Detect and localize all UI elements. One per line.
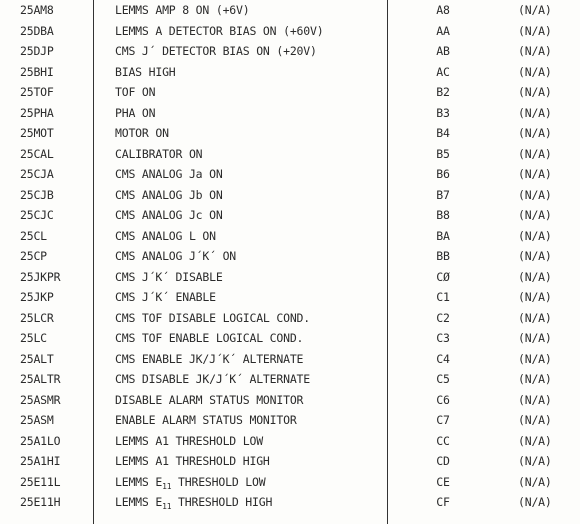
command-code: C6 bbox=[436, 392, 450, 407]
command-mnemonic: 25PHA bbox=[20, 105, 54, 120]
command-mnemonic: 25A1HI bbox=[20, 454, 61, 468]
command-code: AA bbox=[436, 23, 450, 38]
command-mnemonic: 25MOT bbox=[20, 126, 54, 140]
table-row bbox=[0, 492, 580, 512]
command-description: CMS ANALOG J´K´ ON bbox=[115, 249, 237, 263]
command-description: CMS ENABLE JK/J´K´ ALTERNATE bbox=[115, 351, 304, 366]
command-value: (N/A) bbox=[518, 433, 552, 448]
table-row bbox=[0, 123, 580, 143]
command-description bbox=[115, 495, 272, 511]
table-row bbox=[0, 349, 580, 369]
command-mnemonic: 25DBA bbox=[20, 23, 54, 38]
command-mnemonic: 25A1LO bbox=[20, 433, 61, 448]
command-code: C2 bbox=[436, 310, 450, 325]
command-code: C3 bbox=[436, 331, 450, 345]
command-value: (N/A) bbox=[518, 249, 552, 263]
command-description: CMS TOF DISABLE LOGICAL COND. bbox=[115, 310, 310, 325]
command-description: LEMMS A1 THRESHOLD HIGH bbox=[115, 454, 270, 468]
command-value: (N/A) bbox=[518, 413, 552, 427]
table-row bbox=[0, 62, 580, 82]
command-value: (N/A) bbox=[518, 105, 552, 120]
command-value: (N/A) bbox=[518, 187, 552, 202]
command-mnemonic: 25E11L bbox=[20, 474, 61, 489]
table-row bbox=[0, 144, 580, 164]
command-code: BA bbox=[436, 228, 450, 243]
command-mnemonic: 25AM8 bbox=[20, 3, 54, 17]
command-value: (N/A) bbox=[518, 351, 552, 366]
command-description: CMS ANALOG L ON bbox=[115, 228, 216, 243]
table-row bbox=[0, 431, 580, 451]
command-value: (N/A) bbox=[518, 44, 552, 58]
command-mnemonic: 25ALT bbox=[20, 351, 54, 366]
command-code: BB bbox=[436, 249, 450, 263]
command-mnemonic: 25JKP bbox=[20, 290, 54, 304]
table-row bbox=[0, 451, 580, 471]
command-code: CD bbox=[436, 454, 450, 468]
command-value: (N/A) bbox=[518, 310, 552, 325]
command-description: LEMMS A1 THRESHOLD LOW bbox=[115, 433, 263, 448]
command-description: LEMMS A DETECTOR BIAS ON (+60V) bbox=[115, 23, 324, 38]
command-code: C5 bbox=[436, 372, 450, 386]
command-mnemonic: 25E11H bbox=[20, 495, 61, 509]
command-description: LEMMS AMP 8 ON (+6V) bbox=[115, 3, 250, 17]
command-mnemonic: 25CP bbox=[20, 249, 47, 263]
table-row bbox=[0, 287, 580, 307]
description-subscript: 11 bbox=[162, 502, 172, 511]
command-value: (N/A) bbox=[518, 290, 552, 304]
command-description: TOF ON bbox=[115, 85, 156, 99]
command-value: (N/A) bbox=[518, 474, 552, 489]
command-mnemonic: 25CJA bbox=[20, 167, 54, 181]
command-code: B7 bbox=[436, 187, 450, 202]
table-row bbox=[0, 82, 580, 102]
command-description: DISABLE ALARM STATUS MONITOR bbox=[115, 392, 304, 407]
table-row bbox=[0, 205, 580, 225]
command-mnemonic: 25DJP bbox=[20, 44, 54, 58]
command-code: CØ bbox=[436, 269, 450, 284]
command-code: B4 bbox=[436, 126, 450, 140]
command-description: ENABLE ALARM STATUS MONITOR bbox=[115, 413, 297, 427]
command-description: CMS ANALOG Jb ON bbox=[115, 187, 223, 202]
table-row bbox=[0, 369, 580, 389]
command-code: AB bbox=[436, 44, 450, 58]
command-description: CMS ANALOG Ja ON bbox=[115, 167, 223, 181]
command-code: B5 bbox=[436, 146, 450, 161]
command-code: C1 bbox=[436, 290, 450, 304]
command-mnemonic: 25CAL bbox=[20, 146, 54, 161]
command-value: (N/A) bbox=[518, 208, 552, 222]
table-row bbox=[0, 472, 580, 492]
command-description: BIAS HIGH bbox=[115, 64, 176, 79]
command-code: B6 bbox=[436, 167, 450, 181]
command-code: A8 bbox=[436, 3, 450, 17]
command-mnemonic: 25TOF bbox=[20, 85, 54, 99]
command-value: (N/A) bbox=[518, 3, 552, 17]
command-mnemonic: 25CL bbox=[20, 228, 47, 243]
command-value: (N/A) bbox=[518, 392, 552, 407]
command-description: CMS J´ DETECTOR BIAS ON (+20V) bbox=[115, 44, 317, 58]
table-row bbox=[0, 328, 580, 348]
table-row bbox=[0, 103, 580, 123]
command-code: CF bbox=[436, 495, 450, 509]
command-description: CALIBRATOR ON bbox=[115, 146, 203, 161]
command-value: (N/A) bbox=[518, 126, 552, 140]
command-mnemonic: 25ASM bbox=[20, 413, 54, 427]
command-value: (N/A) bbox=[518, 331, 552, 345]
description-prefix: LEMMS E bbox=[115, 474, 163, 489]
command-description: CMS TOF ENABLE LOGICAL COND. bbox=[115, 331, 304, 345]
command-description: CMS J´K´ ENABLE bbox=[115, 290, 216, 304]
command-value: (N/A) bbox=[518, 228, 552, 243]
command-value: (N/A) bbox=[518, 85, 552, 99]
command-mnemonic: 25CJC bbox=[20, 208, 54, 222]
command-mnemonic: 25BHI bbox=[20, 64, 54, 79]
command-code: C7 bbox=[436, 413, 450, 427]
command-mnemonic: 25ASMR bbox=[20, 392, 61, 407]
description-prefix: LEMMS E bbox=[115, 495, 163, 509]
command-description: MOTOR ON bbox=[115, 126, 169, 140]
table-row bbox=[0, 185, 580, 205]
command-value: (N/A) bbox=[518, 64, 552, 79]
table-row bbox=[0, 226, 580, 246]
command-description: PHA ON bbox=[115, 105, 156, 120]
table-row bbox=[0, 41, 580, 61]
command-value: (N/A) bbox=[518, 454, 552, 468]
table-row bbox=[0, 267, 580, 287]
table-row bbox=[0, 390, 580, 410]
command-code: B8 bbox=[436, 208, 450, 222]
table-row bbox=[0, 0, 580, 20]
command-description: CMS J´K´ DISABLE bbox=[115, 269, 223, 284]
table-row bbox=[0, 164, 580, 184]
command-value: (N/A) bbox=[518, 23, 552, 38]
command-description: CMS ANALOG Jc ON bbox=[115, 208, 223, 222]
command-code: B2 bbox=[436, 85, 450, 99]
command-code: AC bbox=[436, 64, 450, 79]
command-mnemonic: 25ALTR bbox=[20, 372, 61, 386]
command-mnemonic: 25JKPR bbox=[20, 269, 61, 284]
table-row bbox=[0, 21, 580, 41]
description-subscript: 11 bbox=[162, 481, 172, 491]
command-description: CMS DISABLE JK/J´K´ ALTERNATE bbox=[115, 372, 310, 386]
command-value: (N/A) bbox=[518, 167, 552, 181]
table-row bbox=[0, 308, 580, 328]
command-code: CC bbox=[436, 433, 450, 448]
command-mnemonic: 25LCR bbox=[20, 310, 54, 325]
command-code: C4 bbox=[436, 351, 450, 366]
command-value: (N/A) bbox=[518, 269, 552, 284]
description-suffix: THRESHOLD LOW bbox=[171, 474, 266, 489]
command-code: CE bbox=[436, 474, 450, 489]
command-mnemonic: 25CJB bbox=[20, 187, 54, 202]
table-row bbox=[0, 246, 580, 266]
table-row bbox=[0, 410, 580, 430]
description-suffix: THRESHOLD HIGH bbox=[171, 495, 273, 509]
command-value: (N/A) bbox=[518, 372, 552, 386]
command-description bbox=[115, 475, 265, 491]
command-mnemonic: 25LC bbox=[20, 331, 47, 345]
command-code: B3 bbox=[436, 105, 450, 120]
command-value: (N/A) bbox=[518, 146, 552, 161]
command-value: (N/A) bbox=[518, 495, 552, 509]
